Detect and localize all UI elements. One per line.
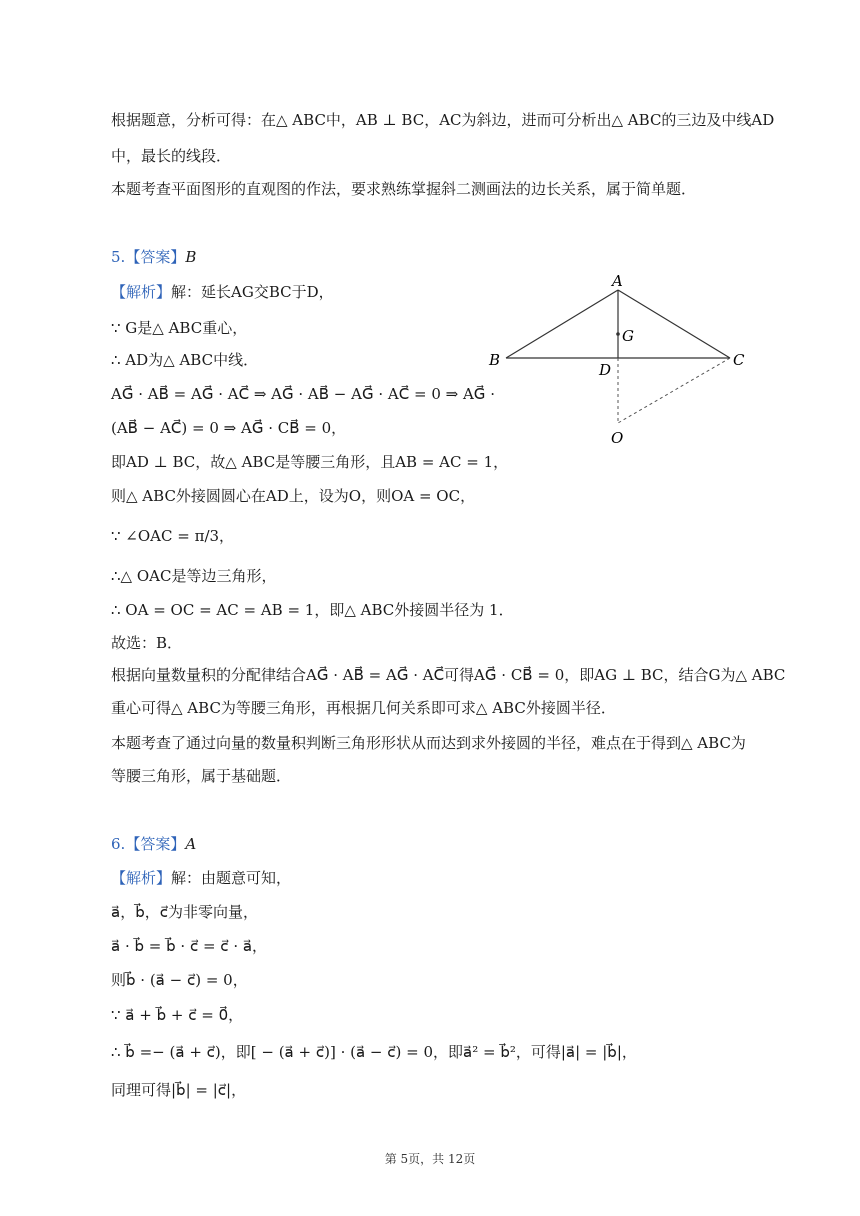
q6-analysis-line xyxy=(111,868,291,888)
q5-line-14: 本题考查了通过向量的数量积判断三角形形状从而达到求外接圆的半径，难点在于得到△ ABC为 xyxy=(111,734,746,752)
q6-line-6: ∴ b⃗ =− (a⃗ + c⃗)，即[ − (a⃗ + c⃗)] · (a⃗ − c⃗) = 0，即a⃗² = b⃗²，可得|a⃗| = |b⃗|， xyxy=(111,1043,637,1061)
label-C: C xyxy=(733,351,745,369)
q5-line-5: (AB⃗ − AC⃗) = 0 ⇒ AG⃗ · CB⃗ = 0， xyxy=(111,419,347,437)
label-D: D xyxy=(599,361,612,379)
q5-line-3: ∴ AD为△ ABC中线． xyxy=(111,351,259,369)
q5-answer-tag: 【答案】 xyxy=(125,248,186,266)
q5-line-8: ∵ ∠OAC = π/3， xyxy=(111,527,235,545)
label-G: G xyxy=(622,327,634,345)
q5-line-13: 重心可得△ ABC为等腰三角形，再根据几何关系即可求△ ABC外接圆半径． xyxy=(111,699,616,717)
q5-line-6: 即AD ⊥ BC，故△ ABC是等腰三角形，且AB = AC = 1， xyxy=(111,453,509,471)
q6-line-1: 解：由题意可知， xyxy=(171,869,292,887)
q5-line-11: 故选：B． xyxy=(111,634,183,652)
q6-line-5: ∵ a⃗ + b⃗ + c⃗ = 0⃗， xyxy=(111,1006,244,1024)
page-footer: 第 5页，共 12页 xyxy=(384,1152,476,1166)
q6-number: 6. xyxy=(111,835,126,853)
q5-line-12: 根据向量数量积的分配律结合AG⃗ · AB⃗ = AG⃗ · AC⃗可得AG⃗ · CB⃗ = 0，即AG ⊥ BC，结合G为△ ABC xyxy=(111,666,786,684)
q5-analysis-tag: 【解析】 xyxy=(111,283,172,301)
q5-line-4: AG⃗ · AB⃗ = AG⃗ · AC⃗ ⇒ AG⃗ · AB⃗ − AG⃗ · AC⃗ = 0 ⇒ AG⃗ · xyxy=(111,385,495,403)
point-G xyxy=(616,332,620,336)
label-A: A xyxy=(612,272,623,290)
q6-line-2: a⃗，b⃗，c⃗为非零向量， xyxy=(111,903,258,921)
q6-analysis-tag: 【解析】 xyxy=(111,869,172,887)
q5-line-10: ∴ OA = OC = AC = AB = 1，即△ ABC外接圆半径为 1． xyxy=(111,601,514,619)
q6-answer-tag: 【答案】 xyxy=(125,835,186,853)
q6-answer-line xyxy=(111,834,196,854)
q5-analysis-line xyxy=(111,282,334,302)
segment-AC xyxy=(618,290,730,358)
q5-line-7: 则△ ABC外接圆圆心在AD上，设为O，则OA = OC， xyxy=(111,487,476,505)
q6-answer: A xyxy=(185,835,197,853)
q6-line-3: a⃗ · b⃗ = b⃗ · c⃗ = c⃗ · a⃗， xyxy=(111,937,268,955)
q5-answer-line xyxy=(111,247,196,267)
label-B: B xyxy=(489,351,501,369)
intro-line-3: 本题考查平面图形的直观图的作法，要求熟练掌握斜二测画法的边长关系，属于简单题． xyxy=(111,180,697,198)
label-O: O xyxy=(611,429,624,447)
q5-answer: B xyxy=(185,248,197,266)
q5-line-9: ∴△ OAC是等边三角形， xyxy=(111,567,277,585)
q5-line-15: 等腰三角形，属于基础题． xyxy=(111,767,292,785)
intro-line-2: 中，最长的线段． xyxy=(111,147,232,165)
q6-line-4: 则b⃗ · (a⃗ − c⃗) = 0， xyxy=(111,971,248,989)
q5-line-1: 解：延长AG交BC于D， xyxy=(171,283,334,301)
q5-number: 5. xyxy=(111,248,126,266)
segment-BA xyxy=(506,290,618,358)
q5-line-2: ∵ G是△ ABC重心， xyxy=(111,319,248,337)
triangle-figure xyxy=(480,268,760,452)
q6-line-7: 同理可得|b⃗| = |c⃗|， xyxy=(111,1081,247,1099)
intro-line-1: 根据题意，分析可得：在△ ABC中，AB ⊥ BC，AC为斜边，进而可分析出△ ABC的三边及中线AD xyxy=(111,111,775,129)
segment-CO xyxy=(618,358,730,423)
